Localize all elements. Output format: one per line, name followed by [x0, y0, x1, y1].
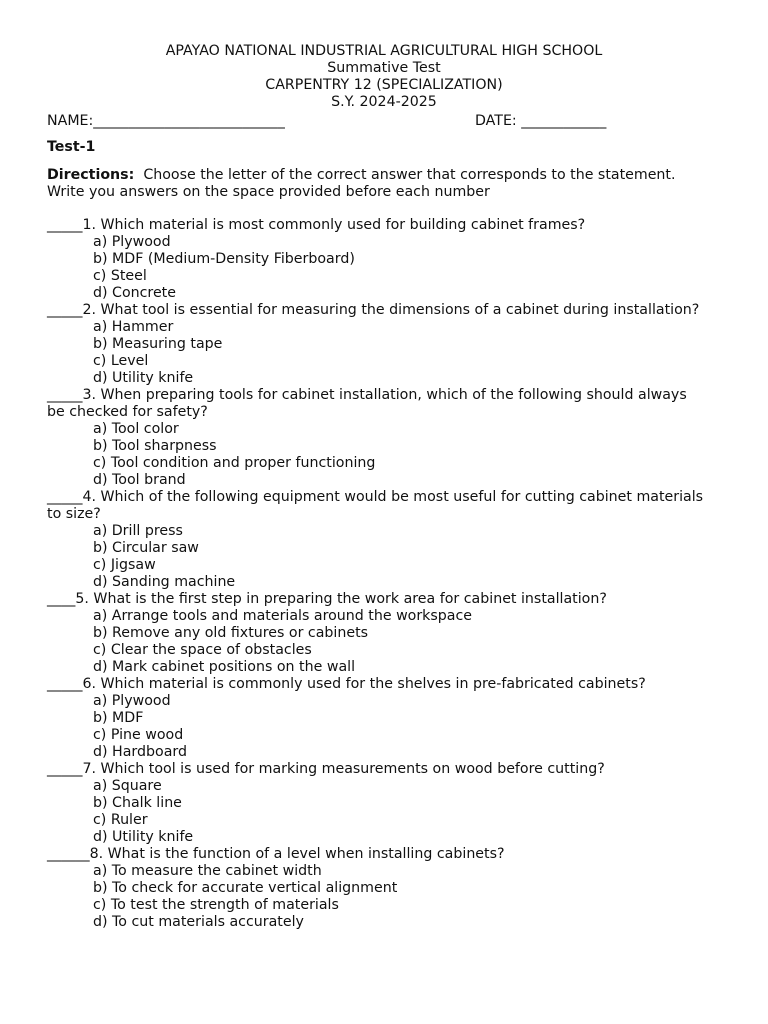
- question-text: _____4. Which of the following equipment would be most useful for cutting cabinet materials to size?: [47, 489, 704, 522]
- test-label: Test-1: [47, 139, 96, 155]
- question-item: [47, 387, 707, 489]
- answer-option: c) Clear the space of obstacles: [93, 642, 312, 658]
- answer-option: c) Jigsaw: [93, 557, 156, 573]
- answer-option: d) Utility knife: [93, 370, 194, 386]
- answer-option: b) MDF: [93, 710, 144, 726]
- name-field: NAME:___________________________: [47, 113, 285, 129]
- answer-option: c) Steel: [93, 268, 147, 284]
- answer-option: c) Pine wood: [93, 727, 184, 743]
- answer-option: a) Arrange tools and materials around the workspace: [93, 608, 473, 624]
- answer-option: d) Utility knife: [93, 829, 194, 845]
- question-text: ______8. What is the function of a level when installing cabinets?: [47, 846, 505, 862]
- subject-title: CARPENTRY 12 (SPECIALIZATION): [265, 77, 503, 93]
- answer-option: a) Hammer: [93, 319, 174, 335]
- question-text: _____7. Which tool is used for marking measurements on wood before cutting?: [47, 761, 605, 777]
- answer-option: b) To check for accurate vertical alignment: [93, 880, 398, 896]
- question-item: [47, 846, 707, 931]
- answer-option: c) Tool condition and proper functioning: [93, 455, 376, 471]
- question-text: _____3. When preparing tools for cabinet installation, which of the following should always be checked for safety?: [47, 387, 687, 420]
- answer-option: c) Level: [93, 353, 149, 369]
- answer-option: a) Plywood: [93, 693, 171, 709]
- answer-option: d) To cut materials accurately: [93, 914, 304, 930]
- answer-option: a) Tool color: [93, 421, 179, 437]
- answer-option: a) To measure the cabinet width: [93, 863, 322, 879]
- answer-option: b) Chalk line: [93, 795, 182, 811]
- test-type: Summative Test: [327, 60, 441, 76]
- question-item: [47, 489, 707, 591]
- document-header: [47, 43, 721, 111]
- question-text: _____1. Which material is most commonly used for building cabinet frames?: [47, 217, 586, 233]
- question-text: _____2. What tool is essential for measuring the dimensions of a cabinet during installation?: [47, 302, 700, 318]
- answer-option: b) Measuring tape: [93, 336, 223, 352]
- directions-text: Choose the letter of the correct answer that corresponds to the statement. Write you answers on the space provided before each number: [47, 167, 676, 200]
- question-text: _____6. Which material is commonly used for the shelves in pre-fabricated cabinets?: [47, 676, 646, 692]
- test-page: [47, 43, 707, 931]
- answer-option: d) Tool brand: [93, 472, 186, 488]
- date-field: DATE: ____________: [475, 113, 607, 129]
- answer-option: b) Tool sharpness: [93, 438, 217, 454]
- answer-option: a) Plywood: [93, 234, 171, 250]
- answer-option: c) To test the strength of materials: [93, 897, 339, 913]
- answer-option: d) Hardboard: [93, 744, 187, 760]
- directions: [47, 167, 707, 201]
- answer-option: b) MDF (Medium-Density Fiberboard): [93, 251, 355, 267]
- question-item: [47, 591, 707, 676]
- question-text: ____5. What is the first step in preparing the work area for cabinet installation?: [47, 591, 607, 607]
- answer-option: d) Sanding machine: [93, 574, 236, 590]
- answer-option: b) Circular saw: [93, 540, 199, 556]
- answer-option: d) Concrete: [93, 285, 176, 301]
- question-list: [47, 217, 707, 931]
- school-name: APAYAO NATIONAL INDUSTRIAL AGRICULTURAL HIGH SCHOOL: [165, 43, 603, 59]
- answer-option: b) Remove any old fixtures or cabinets: [93, 625, 369, 641]
- answer-option: d) Mark cabinet positions on the wall: [93, 659, 356, 675]
- question-item: [47, 676, 707, 761]
- answer-option: c) Ruler: [93, 812, 148, 828]
- school-year: S.Y. 2024-2025: [331, 94, 437, 110]
- question-item: [47, 217, 707, 302]
- directions-label: Directions:: [47, 167, 135, 183]
- answer-option: a) Square: [93, 778, 162, 794]
- question-item: [47, 302, 707, 387]
- name-date-row: [47, 113, 707, 130]
- answer-option: a) Drill press: [93, 523, 183, 539]
- question-item: [47, 761, 707, 846]
